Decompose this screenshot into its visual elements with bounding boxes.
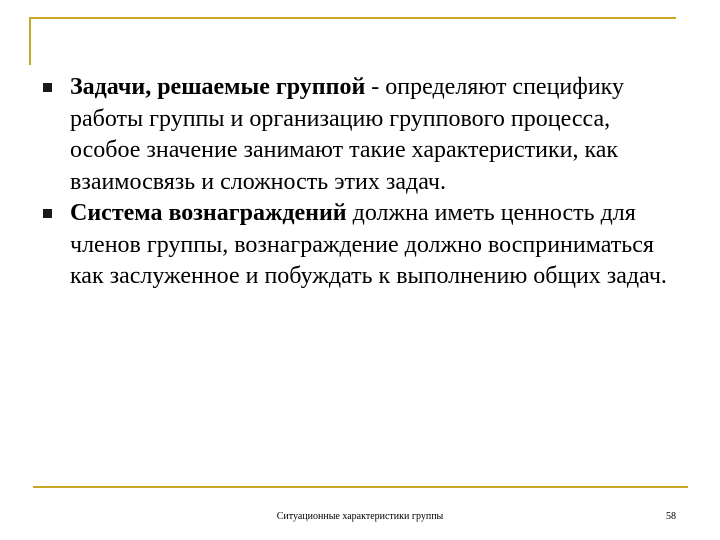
square-bullet-icon [43,83,52,92]
bullet-bold-term: Задачи, решаемые группой [70,74,366,100]
slide-content [38,72,678,293]
bullet-text: - определяют специфику работы группы и организацию группового процесса, особое значение занимают такие характеристики, как взаимосвязь и сложность этих задач. [70,74,624,195]
bullet-item [38,198,678,293]
left-divider [29,17,31,65]
bullet-item [38,72,678,198]
bullet-text: должна иметь ценность для членов группы, вознаграждение должно восприниматься как заслуженное и побуждать к выполнению общих задач. [70,200,667,289]
page-number: 58 [666,511,676,522]
top-divider [31,17,676,19]
bullet-bold-term: Система вознаграждений [70,200,347,226]
footer-title: Ситуационные характеристики группы [276,511,444,522]
bottom-divider [33,486,688,488]
square-bullet-icon [43,209,52,218]
